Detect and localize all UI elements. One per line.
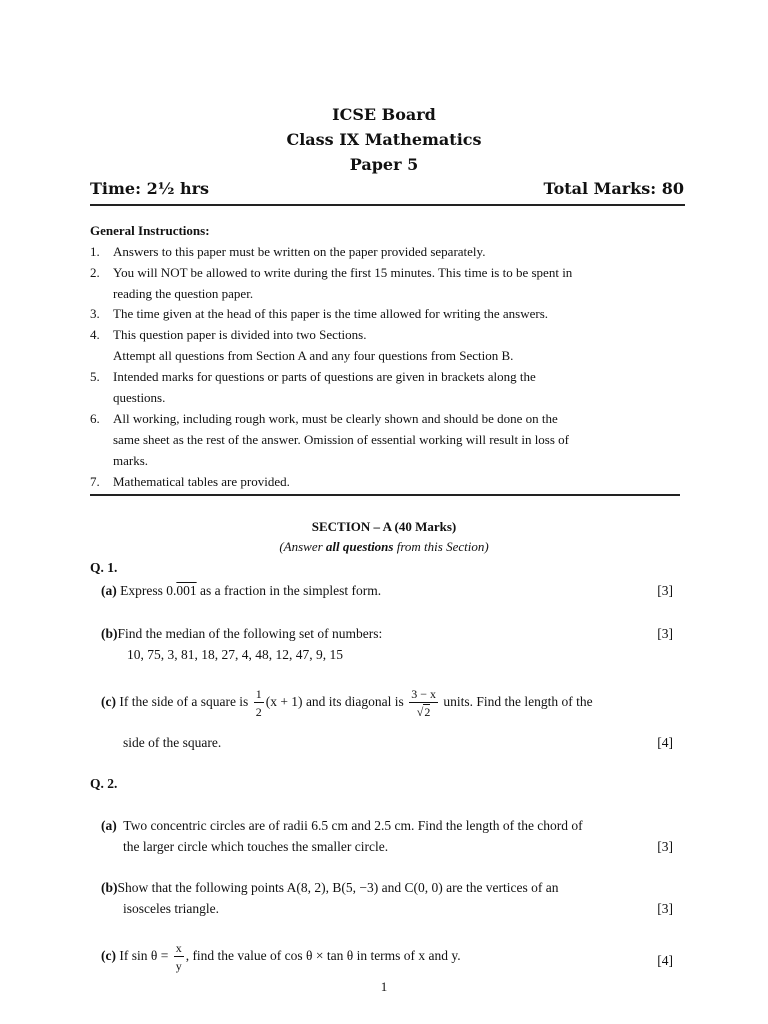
instructions-title: General Instructions:: [90, 223, 210, 238]
instruction-line: All working, including rough work, must be clearly shown and should be done on the: [113, 411, 558, 426]
marks: [3]: [657, 626, 673, 641]
board-title: ICSE Board: [332, 105, 436, 124]
q2a: (a) Two concentric circles are of radii 6.5 cm and 2.5 cm. Find the length of the chord of: [101, 818, 583, 833]
q1c-line2: side of the square.: [123, 735, 222, 750]
total-marks-label: Total Marks: 80: [543, 179, 684, 198]
question-label: Q. 1.: [90, 560, 118, 575]
marks: [3]: [657, 839, 673, 854]
instruction-line: Attempt all questions from Section A and any four questions from Section B.: [113, 348, 514, 363]
q2b-line2: isosceles triangle.: [123, 901, 219, 916]
instruction-line: Mathematical tables are provided.: [113, 474, 290, 489]
header-rule: [90, 204, 685, 206]
instruction-line: This question paper is divided into two Sections.: [113, 327, 367, 342]
q2b: (b)Show that the following points A(8, 2), B(5, −3) and C(0, 0) are the vertices of an: [101, 880, 559, 895]
instruction-number: 2.: [90, 265, 100, 280]
q1a: (a) Express 0.001 as a fraction in the simplest form.: [101, 583, 382, 598]
instruction-line: You will NOT be allowed to write during the first 15 minutes. This time is to be spent in: [113, 265, 573, 280]
q2a-line2: the larger circle which touches the smaller circle.: [123, 839, 389, 854]
marks: [3]: [657, 583, 673, 598]
instructions-rule: [90, 494, 680, 496]
time-label: Time: 2½ hrs: [90, 179, 210, 198]
instruction-line: Intended marks for questions or parts of questions are given in brackets along the: [113, 369, 536, 384]
q2c: (c) If sin θ = $\frac{x}{y}$ , find the value of cos θ × tan θ in terms of x and y.: [101, 941, 461, 973]
section-subtitle: (Answer all questions from this Section): [279, 539, 489, 554]
instruction-line: Answers to this paper must be written on the paper provided separately.: [113, 244, 486, 259]
number-set: 10, 75, 3, 81, 18, 27, 4, 48, 12, 47, 9, 15: [127, 647, 343, 662]
section-title: SECTION – A (40 Marks): [311, 519, 457, 534]
marks: [4]: [657, 953, 673, 968]
instruction-number: 7.: [90, 474, 100, 489]
question-label: Q. 2.: [90, 776, 118, 791]
marks: [3]: [657, 901, 673, 916]
instruction-line: questions.: [113, 390, 166, 405]
q1c: (c) If the side of a square is $\frac{1}{2}$ (x + 1) and its diagonal is $\frac{3 - x}{√2}$ units. Find the length of the: [101, 687, 593, 719]
page-number: 1: [380, 979, 388, 994]
q1b: (b)Find the median of the following set of numbers:: [101, 626, 383, 641]
instruction-number: 1.: [90, 244, 100, 259]
instruction-number: 4.: [90, 327, 100, 342]
subject-title: Class IX Mathematics: [286, 130, 482, 149]
instruction-line: same sheet as the rest of the answer. Omission of essential working will result in loss of: [113, 432, 570, 447]
instruction-number: 3.: [90, 306, 100, 321]
instruction-line: reading the question paper.: [113, 286, 254, 301]
paper-title: Paper 5: [349, 155, 419, 174]
instruction-line: The time given at the head of this paper is the time allowed for writing the answers.: [113, 306, 549, 321]
instruction-number: 6.: [90, 411, 100, 426]
marks: [4]: [657, 735, 673, 750]
instruction-line: marks.: [113, 453, 149, 468]
instruction-number: 5.: [90, 369, 100, 384]
